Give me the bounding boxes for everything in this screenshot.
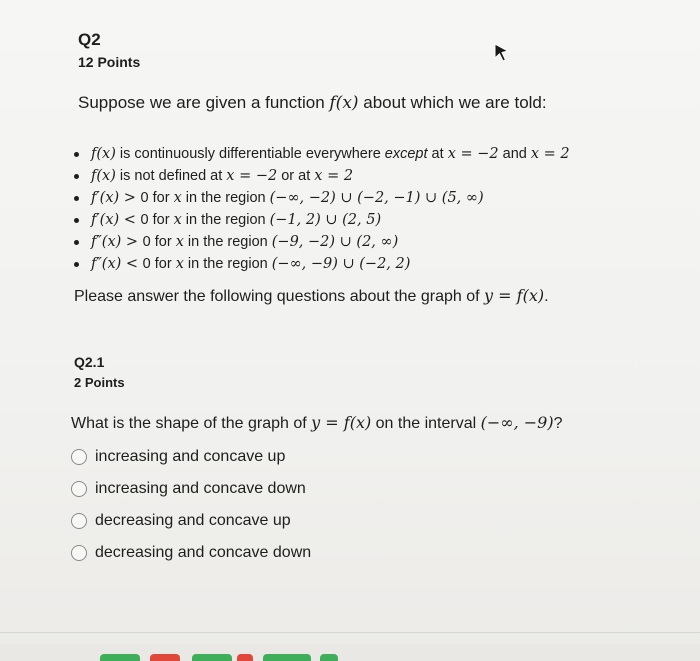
subquestion-points: 2 Points — [74, 375, 125, 390]
fact-text: is continuously differentiable everywhere — [115, 146, 385, 162]
fact-text: or at — [277, 168, 315, 184]
fact-text: 0 for — [142, 256, 176, 272]
dock-app-icon[interactable] — [150, 654, 180, 661]
fact-math: (−9, −2) ∪ (2, ∞) — [271, 234, 399, 250]
option-label: increasing and concave down — [95, 480, 306, 497]
subquestion-prompt — [71, 413, 563, 433]
prompt-text: What is the shape of the graph of — [71, 415, 312, 432]
instruction-suffix: . — [544, 288, 549, 305]
option-label: decreasing and concave up — [95, 512, 291, 529]
fact-item — [72, 187, 570, 209]
option-label: increasing and concave up — [95, 448, 286, 465]
fact-math: f″(x) < — [91, 256, 143, 272]
dock-app-icon[interactable] — [100, 654, 140, 661]
fact-math: f(x) — [91, 146, 116, 162]
fact-math: x — [173, 212, 182, 228]
fact-text: is not defined at — [115, 168, 227, 184]
fact-item — [72, 231, 570, 253]
intro-text-prefix: Suppose we are given a function — [78, 93, 330, 112]
radio-button[interactable] — [71, 513, 87, 529]
fact-math: (−1, 2) ∪ (2, 5) — [269, 212, 382, 228]
fact-math: x = −2 — [226, 168, 278, 184]
fact-text: in the region — [181, 212, 270, 228]
prompt-suffix: ? — [553, 415, 563, 432]
fact-text: 0 for — [140, 212, 174, 228]
intro-text-suffix: about which we are told: — [358, 93, 547, 112]
question-intro — [78, 93, 547, 113]
subquestion-title: Q2.1 — [74, 354, 105, 370]
radio-button[interactable] — [71, 545, 87, 561]
option-increasing-concave-up[interactable] — [71, 441, 311, 473]
fact-text: 0 for — [142, 234, 176, 250]
fact-math: x = 2 — [530, 146, 570, 162]
fact-item — [72, 209, 570, 231]
fact-math: (−∞, −9) ∪ (−2, 2) — [271, 256, 411, 272]
dock-app-icon[interactable] — [263, 654, 311, 661]
fact-item — [72, 253, 570, 275]
fact-math: f″(x) > — [91, 234, 143, 250]
fact-text: and — [498, 146, 531, 162]
option-label: decreasing and concave down — [95, 544, 312, 561]
fact-text: in the region — [181, 190, 270, 206]
fact-math: x — [173, 190, 182, 206]
question-instruction — [74, 286, 549, 306]
divider — [0, 632, 700, 633]
option-increasing-concave-down[interactable] — [71, 473, 311, 505]
fact-emphasis: except — [384, 146, 428, 162]
question-points: 12 Points — [78, 54, 141, 70]
instruction-math: y = f(x) — [484, 286, 545, 305]
fact-math: f(x) — [91, 168, 116, 184]
prompt-text: on the interval — [371, 415, 481, 432]
option-decreasing-concave-up[interactable] — [71, 505, 311, 537]
dock-app-icon[interactable] — [192, 654, 232, 661]
answer-options — [71, 441, 311, 569]
fact-math: f′(x) < — [91, 212, 141, 228]
radio-button[interactable] — [71, 449, 87, 465]
fact-item — [72, 165, 570, 187]
intro-function: f(x) — [329, 93, 359, 113]
option-decreasing-concave-down[interactable] — [71, 537, 311, 569]
fact-math: x — [175, 234, 184, 250]
fact-text: at — [427, 146, 448, 162]
dock-app-icon[interactable] — [237, 654, 253, 661]
fact-text: in the region — [183, 256, 272, 272]
dock-app-icon[interactable] — [320, 654, 338, 661]
fact-math: f′(x) > — [91, 190, 141, 206]
fact-text: 0 for — [140, 190, 174, 206]
mouse-pointer-icon — [493, 42, 511, 64]
prompt-interval: (−∞, −9) — [480, 413, 554, 432]
fact-math: x = 2 — [314, 168, 354, 184]
fact-item — [72, 143, 570, 165]
instruction-text: Please answer the following questions about the graph of — [74, 288, 485, 305]
radio-button[interactable] — [71, 481, 87, 497]
prompt-math: y = f(x) — [311, 413, 372, 432]
fact-math: x — [175, 256, 184, 272]
question-title: Q2 — [78, 30, 101, 49]
facts-list — [72, 143, 570, 275]
fact-text: in the region — [183, 234, 272, 250]
fact-math: x = −2 — [447, 146, 499, 162]
fact-math: (−∞, −2) ∪ (−2, −1) ∪ (5, ∞) — [269, 190, 484, 206]
